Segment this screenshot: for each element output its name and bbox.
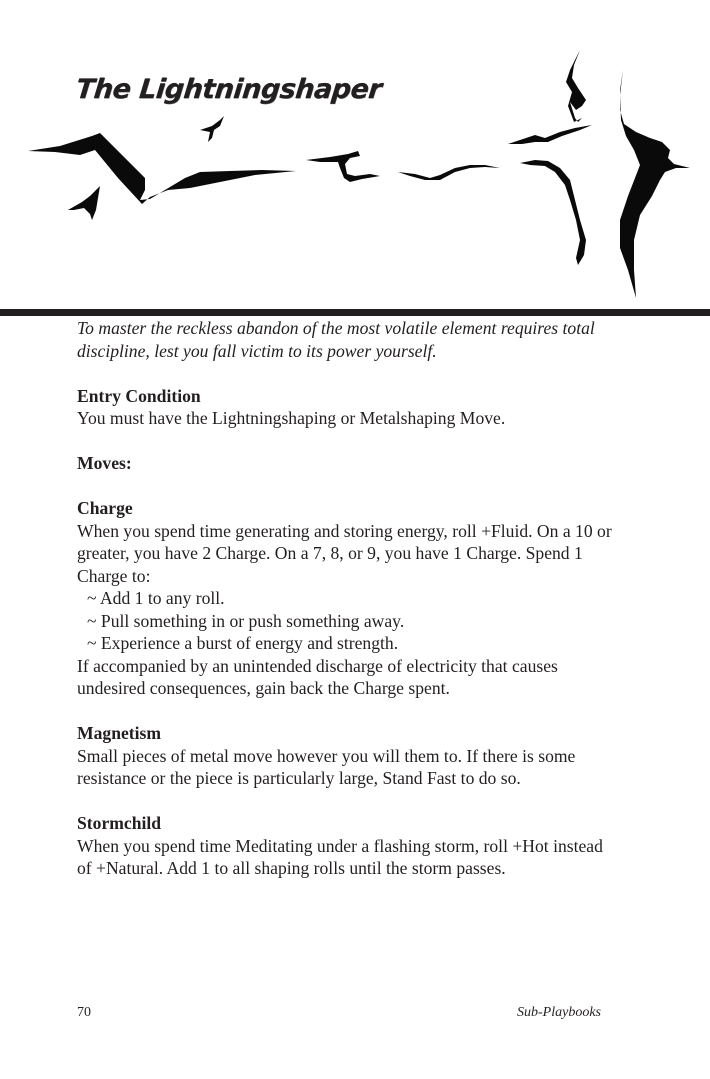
lightning-crack-illustration xyxy=(0,0,710,310)
crack-right-arm xyxy=(508,125,592,144)
crack-left xyxy=(28,133,296,204)
moves-heading: Moves: xyxy=(77,453,132,473)
move-magnetism xyxy=(77,722,617,790)
crack-fragment xyxy=(200,116,224,142)
page-title: The Lightningshaper xyxy=(74,74,383,105)
move-description: When you spend time Meditating under a flashing storm, roll +Hot instead of +Natural. Add 1 to all shaping rolls until the storm passes. xyxy=(77,835,603,878)
header-divider xyxy=(0,309,710,316)
move-description: When you spend time generating and storing energy, roll +Fluid. On a 10 or greater, you have 2 Charge. On a 7, 8, or 9, you have 1 Charge. Spend 1 Charge to: xyxy=(77,520,612,586)
crack-right-upper xyxy=(566,50,586,122)
entry-condition-heading: Entry Condition xyxy=(77,385,201,406)
crack-fragment xyxy=(398,165,500,180)
move-charge xyxy=(77,497,617,700)
crack-fragment xyxy=(306,151,380,182)
entry-condition-text: You must have the Lightningshaping or Metalshaping Move. xyxy=(77,408,506,428)
crack-far-right xyxy=(620,70,690,298)
move-option: ~ Experience a burst of energy and strength. xyxy=(87,633,399,653)
move-stormchild xyxy=(77,812,617,880)
move-description: Small pieces of metal move however you will them to. If there is some resistance or the piece is particularly large, Stand Fast to do so. xyxy=(77,745,576,788)
section-name: Sub-Playbooks xyxy=(517,1005,601,1020)
move-description-after: If accompanied by an unintended discharge of electricity that causes undesired consequences, gain back the Charge spent. xyxy=(77,655,558,698)
page-content xyxy=(77,317,617,880)
intro-text: To master the reckless abandon of the most volatile element requires total discipline, lest you fall victim to its power yourself. xyxy=(77,318,595,361)
move-option: ~ Pull something in or push something away. xyxy=(87,610,405,631)
crack-right-lower xyxy=(520,160,586,265)
move-option: ~ Add 1 to any roll. xyxy=(87,588,225,608)
move-title: Charge xyxy=(77,498,133,518)
move-title: Stormchild xyxy=(77,813,162,833)
crack-fragment xyxy=(68,186,100,220)
move-title: Magnetism xyxy=(77,723,162,743)
page-number: 70 xyxy=(77,1005,91,1020)
